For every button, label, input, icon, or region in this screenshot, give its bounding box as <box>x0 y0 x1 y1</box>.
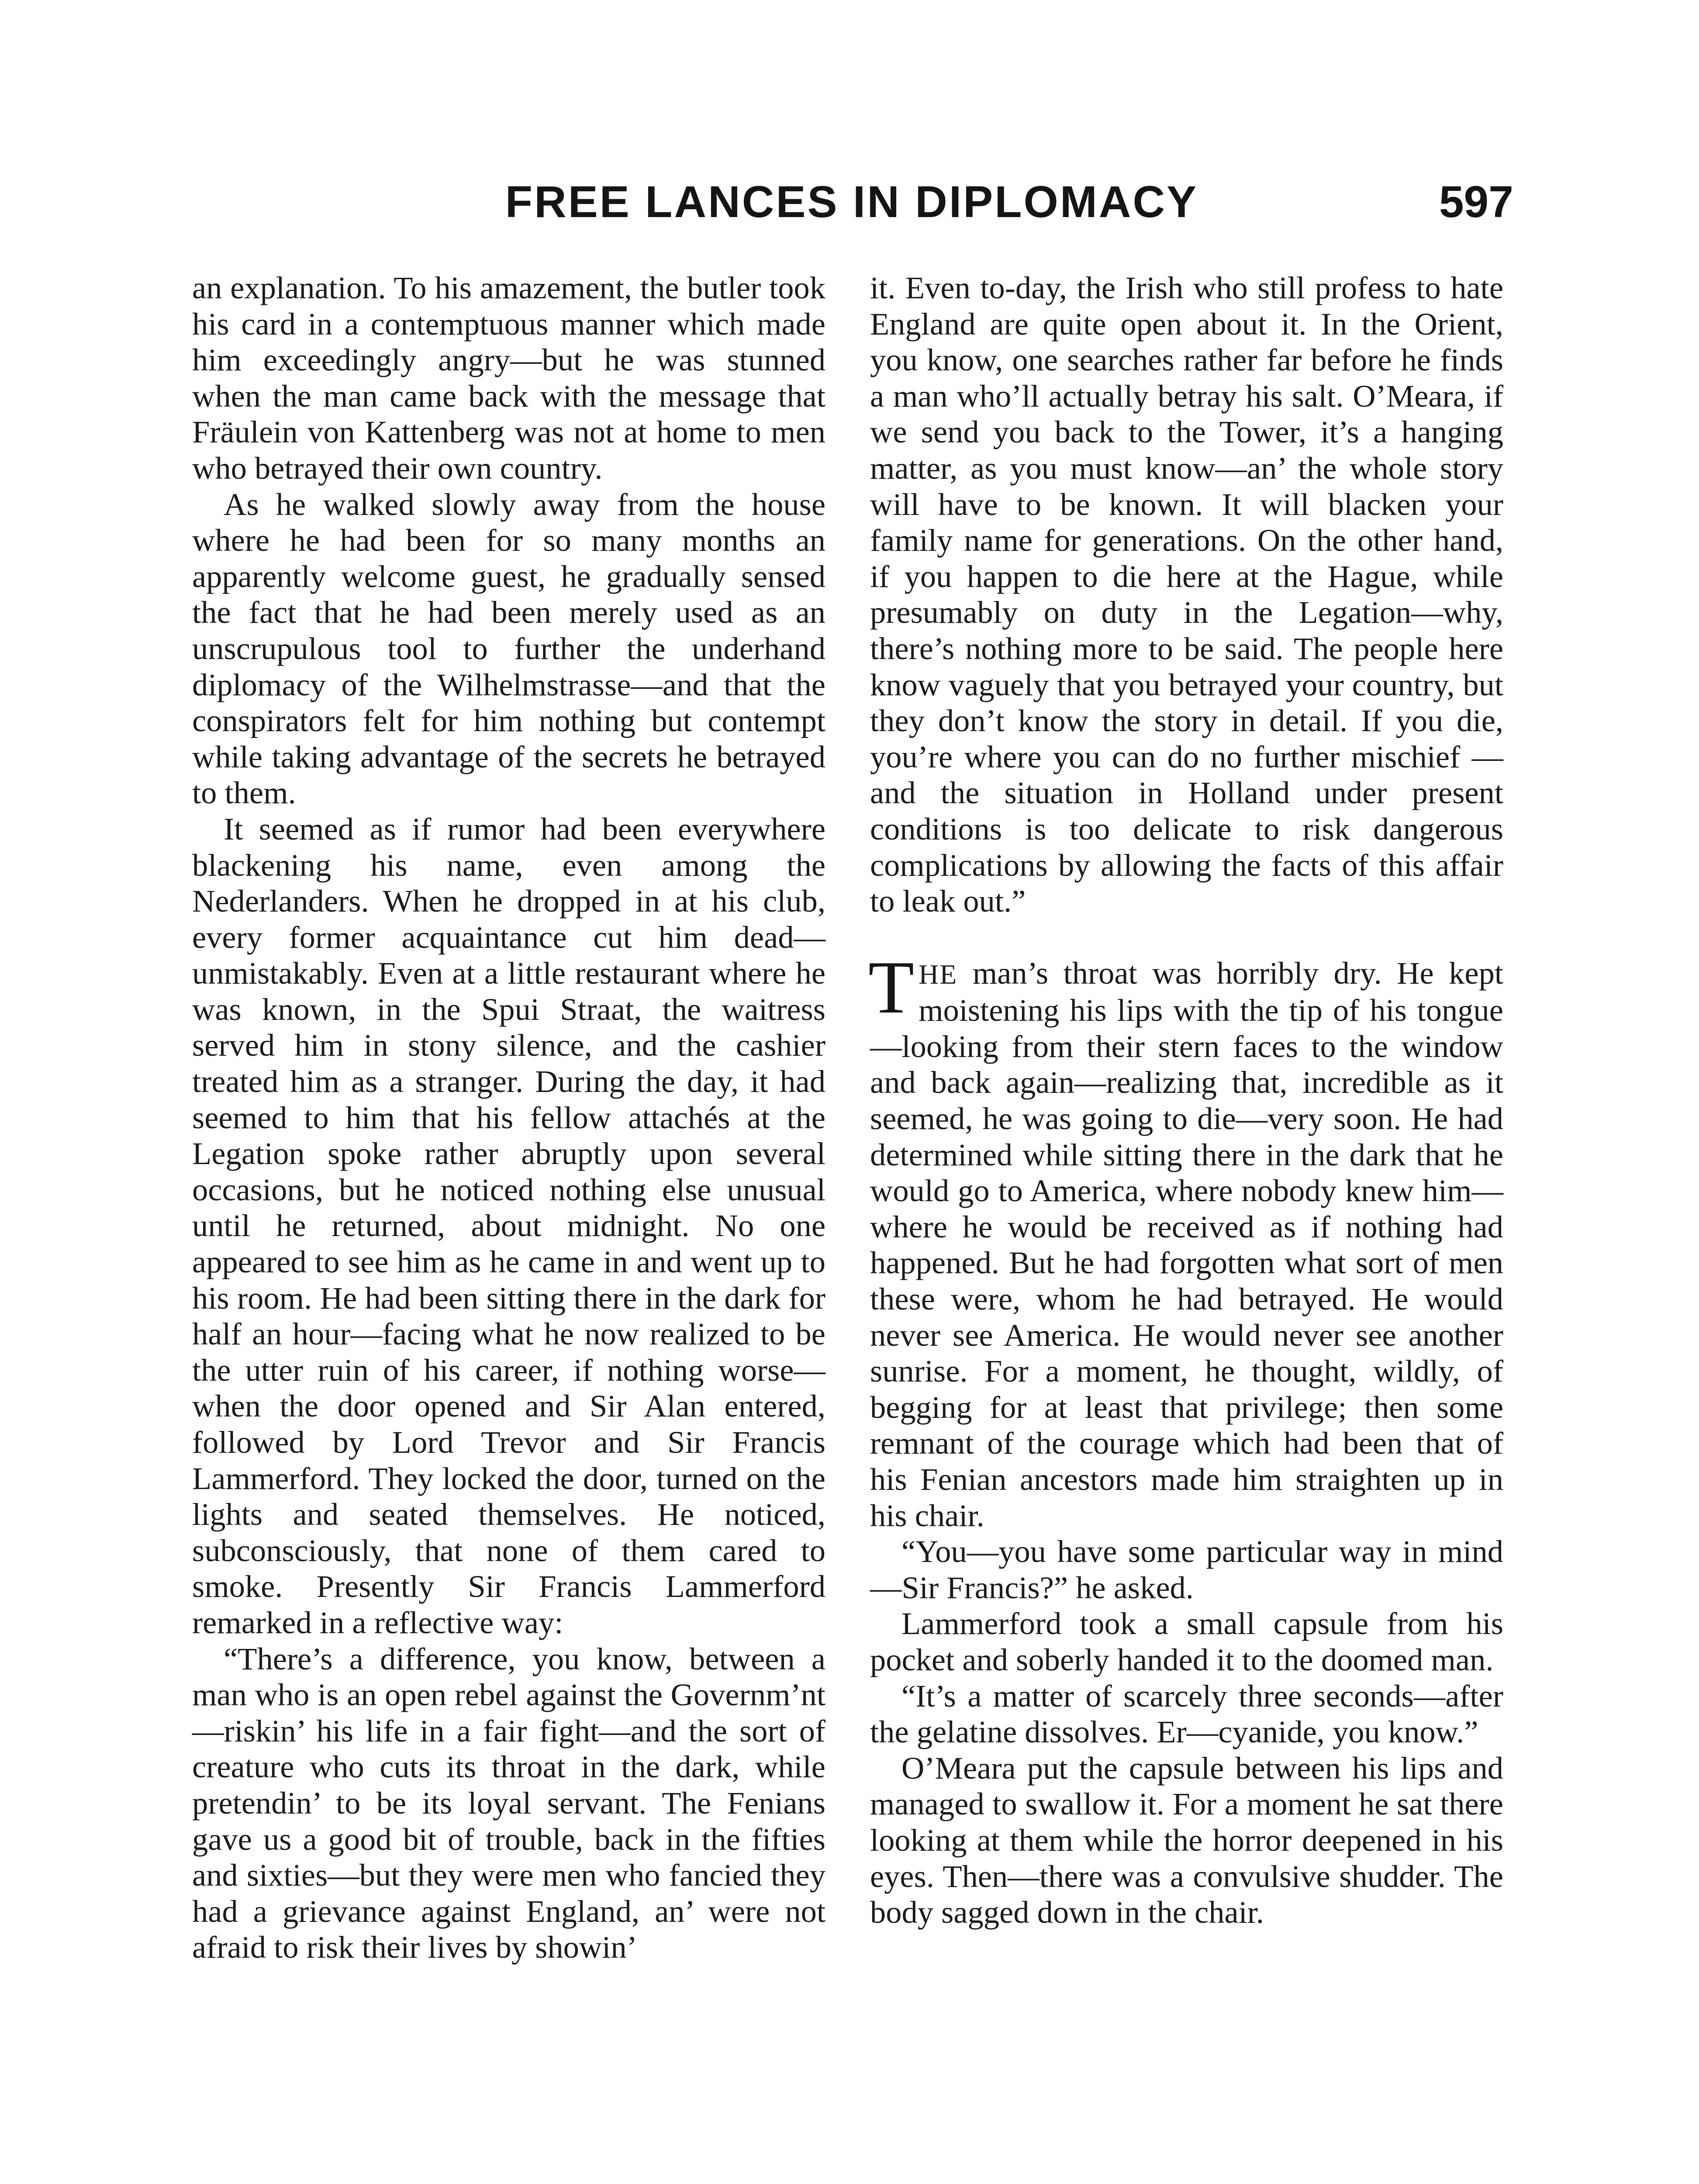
paragraph: O’Meara put the capsule between his lips and managed to swallow it. For a moment he sat there looking at them while the horror deepened in his eyes. Then—there was a convulsive shudder. The body sagged down in the chair. <box>870 1750 1503 1930</box>
left-column <box>192 270 825 1966</box>
opening-text: man’s throat was horribly dry. He kept moistening his lips with the tip of his tongue—looking from their stern faces to the window and back again—realizing that, incredible as it seemed, he was going to die—very soon. He had determined while sitting there in the dark that he would go to America, where nobody knew him—where he would be received as if nothing had happened. But he had forgotten what sort of men these were, whom he had betrayed. He would never see America. He would never see another sunrise. For a moment, he thought, wildly, of begging for at least that privilege; then some remnant of the courage which had been that of his Fenian ancestors made him straighten up in his chair. <box>870 955 1503 1533</box>
opening-small-caps: HE <box>919 958 958 990</box>
section-break <box>870 919 1503 955</box>
running-head <box>190 171 1513 232</box>
paragraph: As he walked slowly away from the house where he had been for so many months an apparently welcome guest, he gradually sensed the fact that he had been merely used as an unscrupulous tool to further the underhand diplomacy of the Wilhelmstrasse—and that the conspirators felt for him nothing but contempt while taking advantage of the secrets he betrayed to them. <box>192 486 825 811</box>
paragraph: Lammerford took a small capsule from his pocket and soberly handed it to the doomed man. <box>870 1606 1503 1677</box>
page-number: 597 <box>1439 177 1513 227</box>
paragraph: “There’s a difference, you know, between a man who is an open rebel against the Governm’nt—riskin’ his life in a fair fight—and the sort of creature who cuts its throat in the dark, while pretendin’ to be its loyal servant. The Fenians gave us a good bit of trouble, back in the fifties and sixties—but they were men who fancied they had a grievance against England, an’ were not afraid to risk their lives by showin’ <box>192 1641 825 1965</box>
paragraph: “It’s a matter of scarcely three seconds—after the gelatine dissolves. Er—cyanide, you know.” <box>870 1678 1503 1750</box>
paragraph: “You—you have some particular way in mind—Sir Francis?” he asked. <box>870 1534 1503 1605</box>
section-opening-paragraph <box>868 946 1503 1534</box>
running-title: FREE LANCES IN DIPLOMACY <box>505 177 1198 227</box>
paragraph-continuation: it. Even to-day, the Irish who still profess to hate England are quite open about it. In the Orient, you know, one searches rather far before he finds a man who’ll actually betray his salt. O’Meara, if we send you back to the Tower, it’s a hanging matter, as you must know—an’ the whole story will have to be known. It will blacken your family name for generations. On the other hand, if you happen to die here at the Hague, while presumably on duty in the Legation—why, there’s nothing more to be said. The people here know vaguely that you betrayed your country, but they don’t know the story in detail. If you die, you’re where you can do no further mischief —and the situation in Holland under present conditions is too delicate to risk dangerous complications by allowing the facts of this affair to leak out.” <box>870 270 1503 919</box>
right-column <box>870 270 1503 1931</box>
drop-cap: T <box>868 946 915 1029</box>
paragraph: an explanation. To his amazement, the butler took his card in a contemptuous manner which made him exceedingly angry—but he was stunned when the man came back with the message that Fräulein von Kattenberg was not at home to men who betrayed their own country. <box>192 270 825 486</box>
paragraph: It seemed as if rumor had been everywhere blackening his name, even among the Nederlanders. When he dropped in at his club, every former acquaintance cut him dead—unmistakably. Even at a little restaurant where he was known, in the Spui Straat, the waitress served him in stony silence, and the cashier treated him as a stranger. During the day, it had seemed to him that his fellow attachés at the Legation spoke rather abruptly upon several occasions, but he noticed nothing else unusual until he returned, about midnight. No one appeared to see him as he came in and went up to his room. He had been sitting there in the dark for half an hour—facing what he now realized to be the utter ruin of his career, if nothing worse—when the door opened and Sir Alan entered, followed by Lord Trevor and Sir Francis Lammerford. They locked the door, turned on the lights and seated themselves. He noticed, subconsciously, that none of them cared to smoke. Presently Sir Francis Lammerford remarked in a reflective way: <box>192 811 825 1640</box>
